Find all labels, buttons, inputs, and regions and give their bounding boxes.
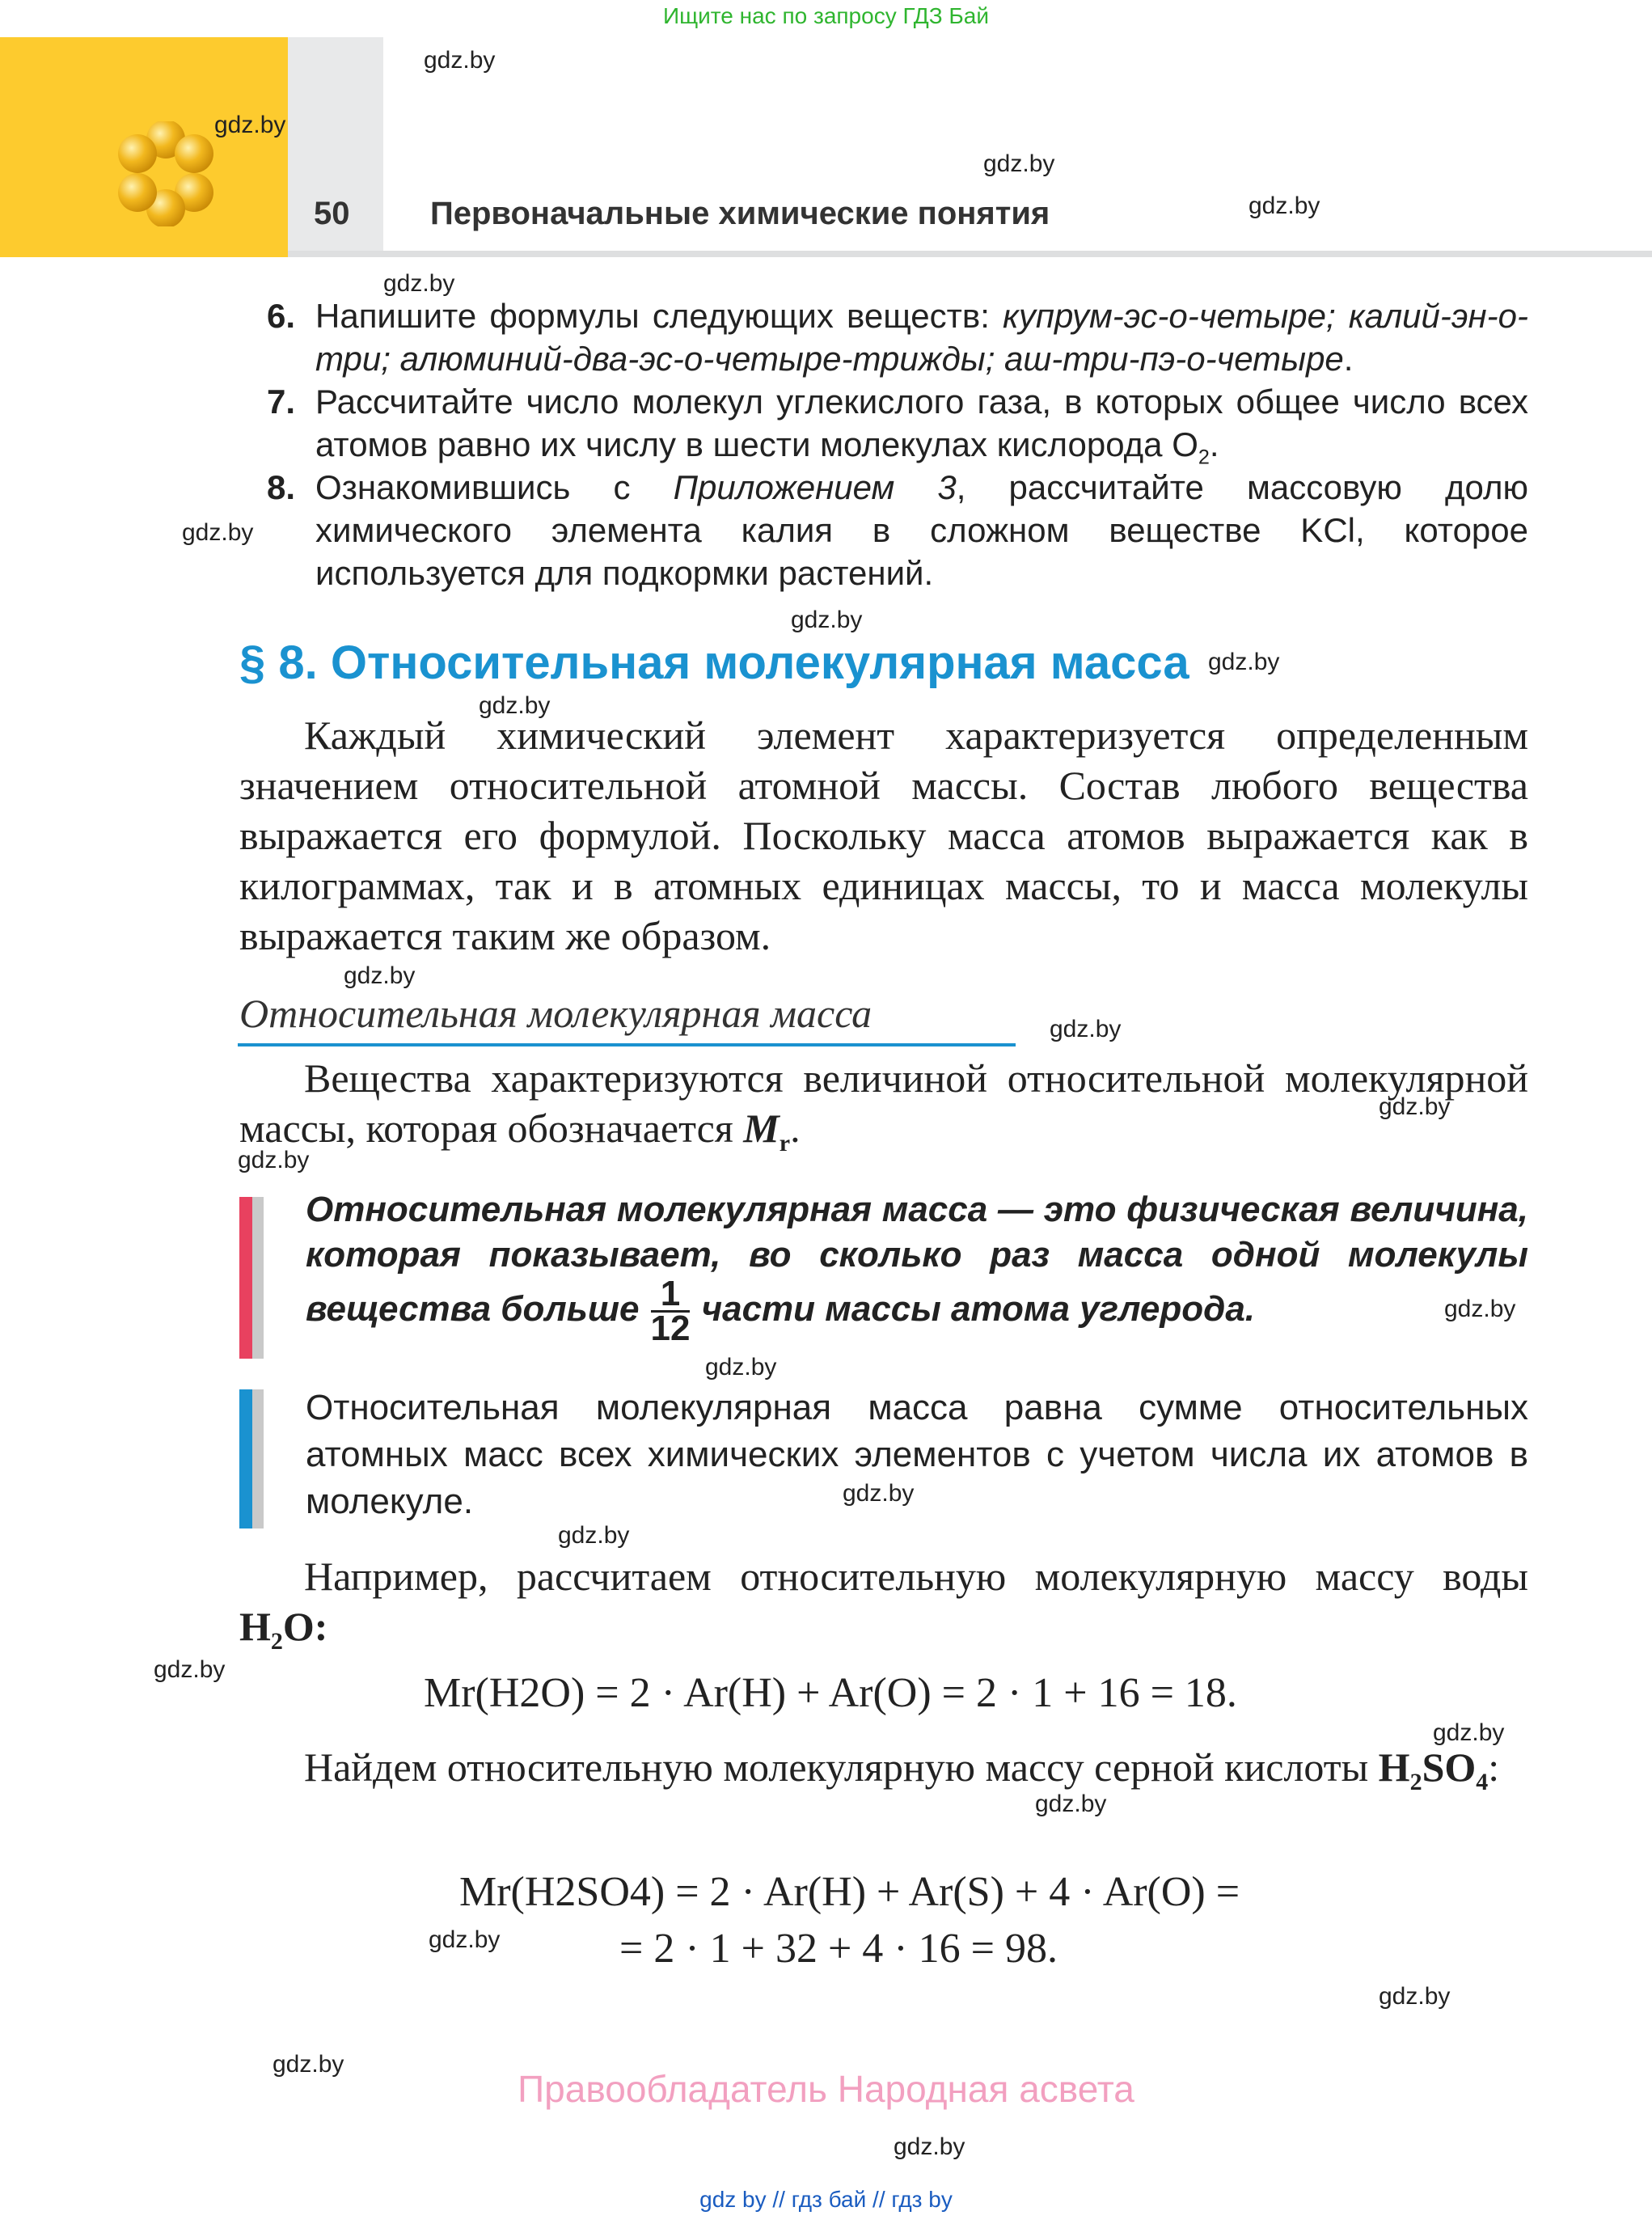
- acid-formula-subscript: 4: [1476, 1769, 1489, 1795]
- watermark: gdz.by: [182, 519, 254, 546]
- subheading: Относительная молекулярная масса: [239, 991, 872, 1036]
- mr-paragraph: [239, 1053, 1528, 1169]
- task-item: [267, 380, 1528, 479]
- watermark: gdz.by: [1050, 1016, 1122, 1042]
- acid-formula-part: SO: [1422, 1744, 1477, 1790]
- subscript: 2: [1198, 446, 1210, 469]
- watermark: gdz.by: [1444, 1296, 1516, 1322]
- watermark: gdz.by: [791, 607, 863, 633]
- watermark: gdz.by: [214, 112, 286, 138]
- watermark: gdz.by: [429, 1926, 501, 1953]
- watermark: gdz.by: [894, 2133, 965, 2160]
- watermark: gdz.by: [238, 1147, 310, 1173]
- example1-text: Например, рассчитаем относительную молекулярную массу воды: [304, 1554, 1528, 1599]
- rule-marker-shadow: [252, 1389, 264, 1528]
- watermark: gdz.by: [1379, 1983, 1451, 2010]
- mr-symbol-subscript: r: [779, 1130, 791, 1156]
- rule-block: Относительная молекулярная масса равна сумме относительных атомных масс всех химических элементов с учетом числа их атомов в молекуле.: [306, 1388, 1528, 1521]
- mr-paragraph-text: Вещества характеризуются величиной относительной молекулярной массы, которая обозначается: [239, 1055, 1528, 1151]
- task-text: Напишите формулы следующих веществ:: [315, 297, 1003, 335]
- rule-marker: [239, 1389, 252, 1528]
- fraction-denominator: 12: [650, 1309, 691, 1348]
- water-formula-end: O:: [282, 1604, 328, 1649]
- equation-water: Mr(H2O) = 2 · Ar(H) + Ar(O) = 2 · 1 + 16 = 18.: [424, 1670, 1237, 1716]
- watermark: gdz.by: [558, 1522, 630, 1549]
- task-item: [267, 294, 1528, 380]
- task-number: 7.: [267, 383, 296, 421]
- fraction: [650, 1274, 691, 1348]
- watermark: gdz.by: [344, 962, 416, 989]
- definition-text: Относительная молекулярная масса — это физическая величина, которая показывает, во сколько раз масса одной молекулы вещества больше: [306, 1190, 1528, 1330]
- acid-formula: H: [1378, 1744, 1410, 1790]
- mr-paragraph-end: .: [790, 1106, 801, 1151]
- task-text: Рассчитайте число молекул углекислого газа, в которых общее число всех атомов равно их числу в шести молекулах кислорода O: [315, 383, 1528, 463]
- equation-acid-line1: Mr(H2SO4) = 2 · Ar(H) + Ar(S) + 4 · Ar(O) =: [459, 1869, 1240, 1915]
- task-text-end: .: [1209, 425, 1219, 463]
- definition-text-end: части массы атома углерода.: [701, 1289, 1256, 1330]
- example2-text: Найдем относительную молекулярную массу серной кислоты: [304, 1744, 1379, 1790]
- appendix-reference: Приложением 3: [673, 468, 957, 506]
- page-number: 50: [314, 196, 350, 231]
- top-banner[interactable]: Ищите нас по запросу ГДЗ Бай: [662, 3, 990, 28]
- watermark: gdz.by: [273, 2051, 344, 2078]
- fraction-numerator: 1: [651, 1278, 691, 1313]
- copyright-notice: Правообладатель Народная асвета: [518, 2068, 1134, 2110]
- definition-marker-shadow: [252, 1197, 264, 1359]
- header-divider: [288, 251, 1652, 257]
- acid-formula-subscript: 2: [1409, 1769, 1422, 1795]
- task-text: Ознакомившись с: [315, 468, 674, 506]
- intro-paragraph: Каждый химический элемент характеризуется определенным значением относительной атомной массы. Состав любого вещества выражается его формулой. Поскольку масса атомов выражается как в килограммах, так и в атомных единицах массы, то и масса молекулы выражается таким же образом.: [239, 712, 1528, 958]
- watermark: gdz.by: [1208, 649, 1280, 675]
- watermark: gdz.by: [843, 1480, 915, 1507]
- task-number: 8.: [267, 468, 296, 506]
- task-item: [267, 466, 1528, 594]
- task-text-end: , рассчитайте массовую долю химического элемента калия в сложном веществе KCl, которое используется для подкормки растений.: [315, 468, 1528, 592]
- subheading-underline: [238, 1043, 1016, 1046]
- task-text-end: .: [1343, 340, 1354, 378]
- watermark: gdz.by: [424, 47, 496, 74]
- example1-paragraph: [239, 1551, 1528, 1667]
- chapter-title: Первоначальные химические понятия: [430, 196, 1050, 231]
- watermark: gdz.by: [1433, 1719, 1505, 1746]
- section-title: § 8. Относительная молекулярная масса: [239, 636, 1189, 689]
- watermark: gdz.by: [479, 692, 551, 719]
- equation-acid-line2: = 2 · 1 + 32 + 4 · 16 = 98.: [619, 1926, 1058, 1972]
- water-formula: H: [239, 1604, 271, 1649]
- water-formula-subscript: 2: [270, 1628, 283, 1655]
- molecule-flower-icon: [113, 121, 218, 226]
- example2-end: :: [1488, 1744, 1500, 1790]
- example2-paragraph: [239, 1742, 1528, 1808]
- definition-marker: [239, 1197, 252, 1359]
- watermark: gdz.by: [1035, 1791, 1107, 1817]
- mr-symbol: M: [743, 1106, 780, 1151]
- task-formulas: купрум-эс-о-четыре; калий-эн-о-три; алюминий-два-эс-о-четыре-трижды; аш-три-пэ-о-четыре: [315, 297, 1528, 378]
- watermark: gdz.by: [154, 1656, 226, 1683]
- footer-links[interactable]: gdz by // гдз бай // гдз by: [699, 2187, 953, 2212]
- watermark: gdz.by: [705, 1354, 777, 1380]
- watermark: gdz.by: [383, 270, 455, 297]
- watermark: gdz.by: [1379, 1093, 1451, 1120]
- watermark: gdz.by: [983, 150, 1055, 177]
- task-number: 6.: [267, 297, 296, 335]
- definition-block: [306, 1187, 1528, 1348]
- watermark: gdz.by: [1249, 192, 1320, 219]
